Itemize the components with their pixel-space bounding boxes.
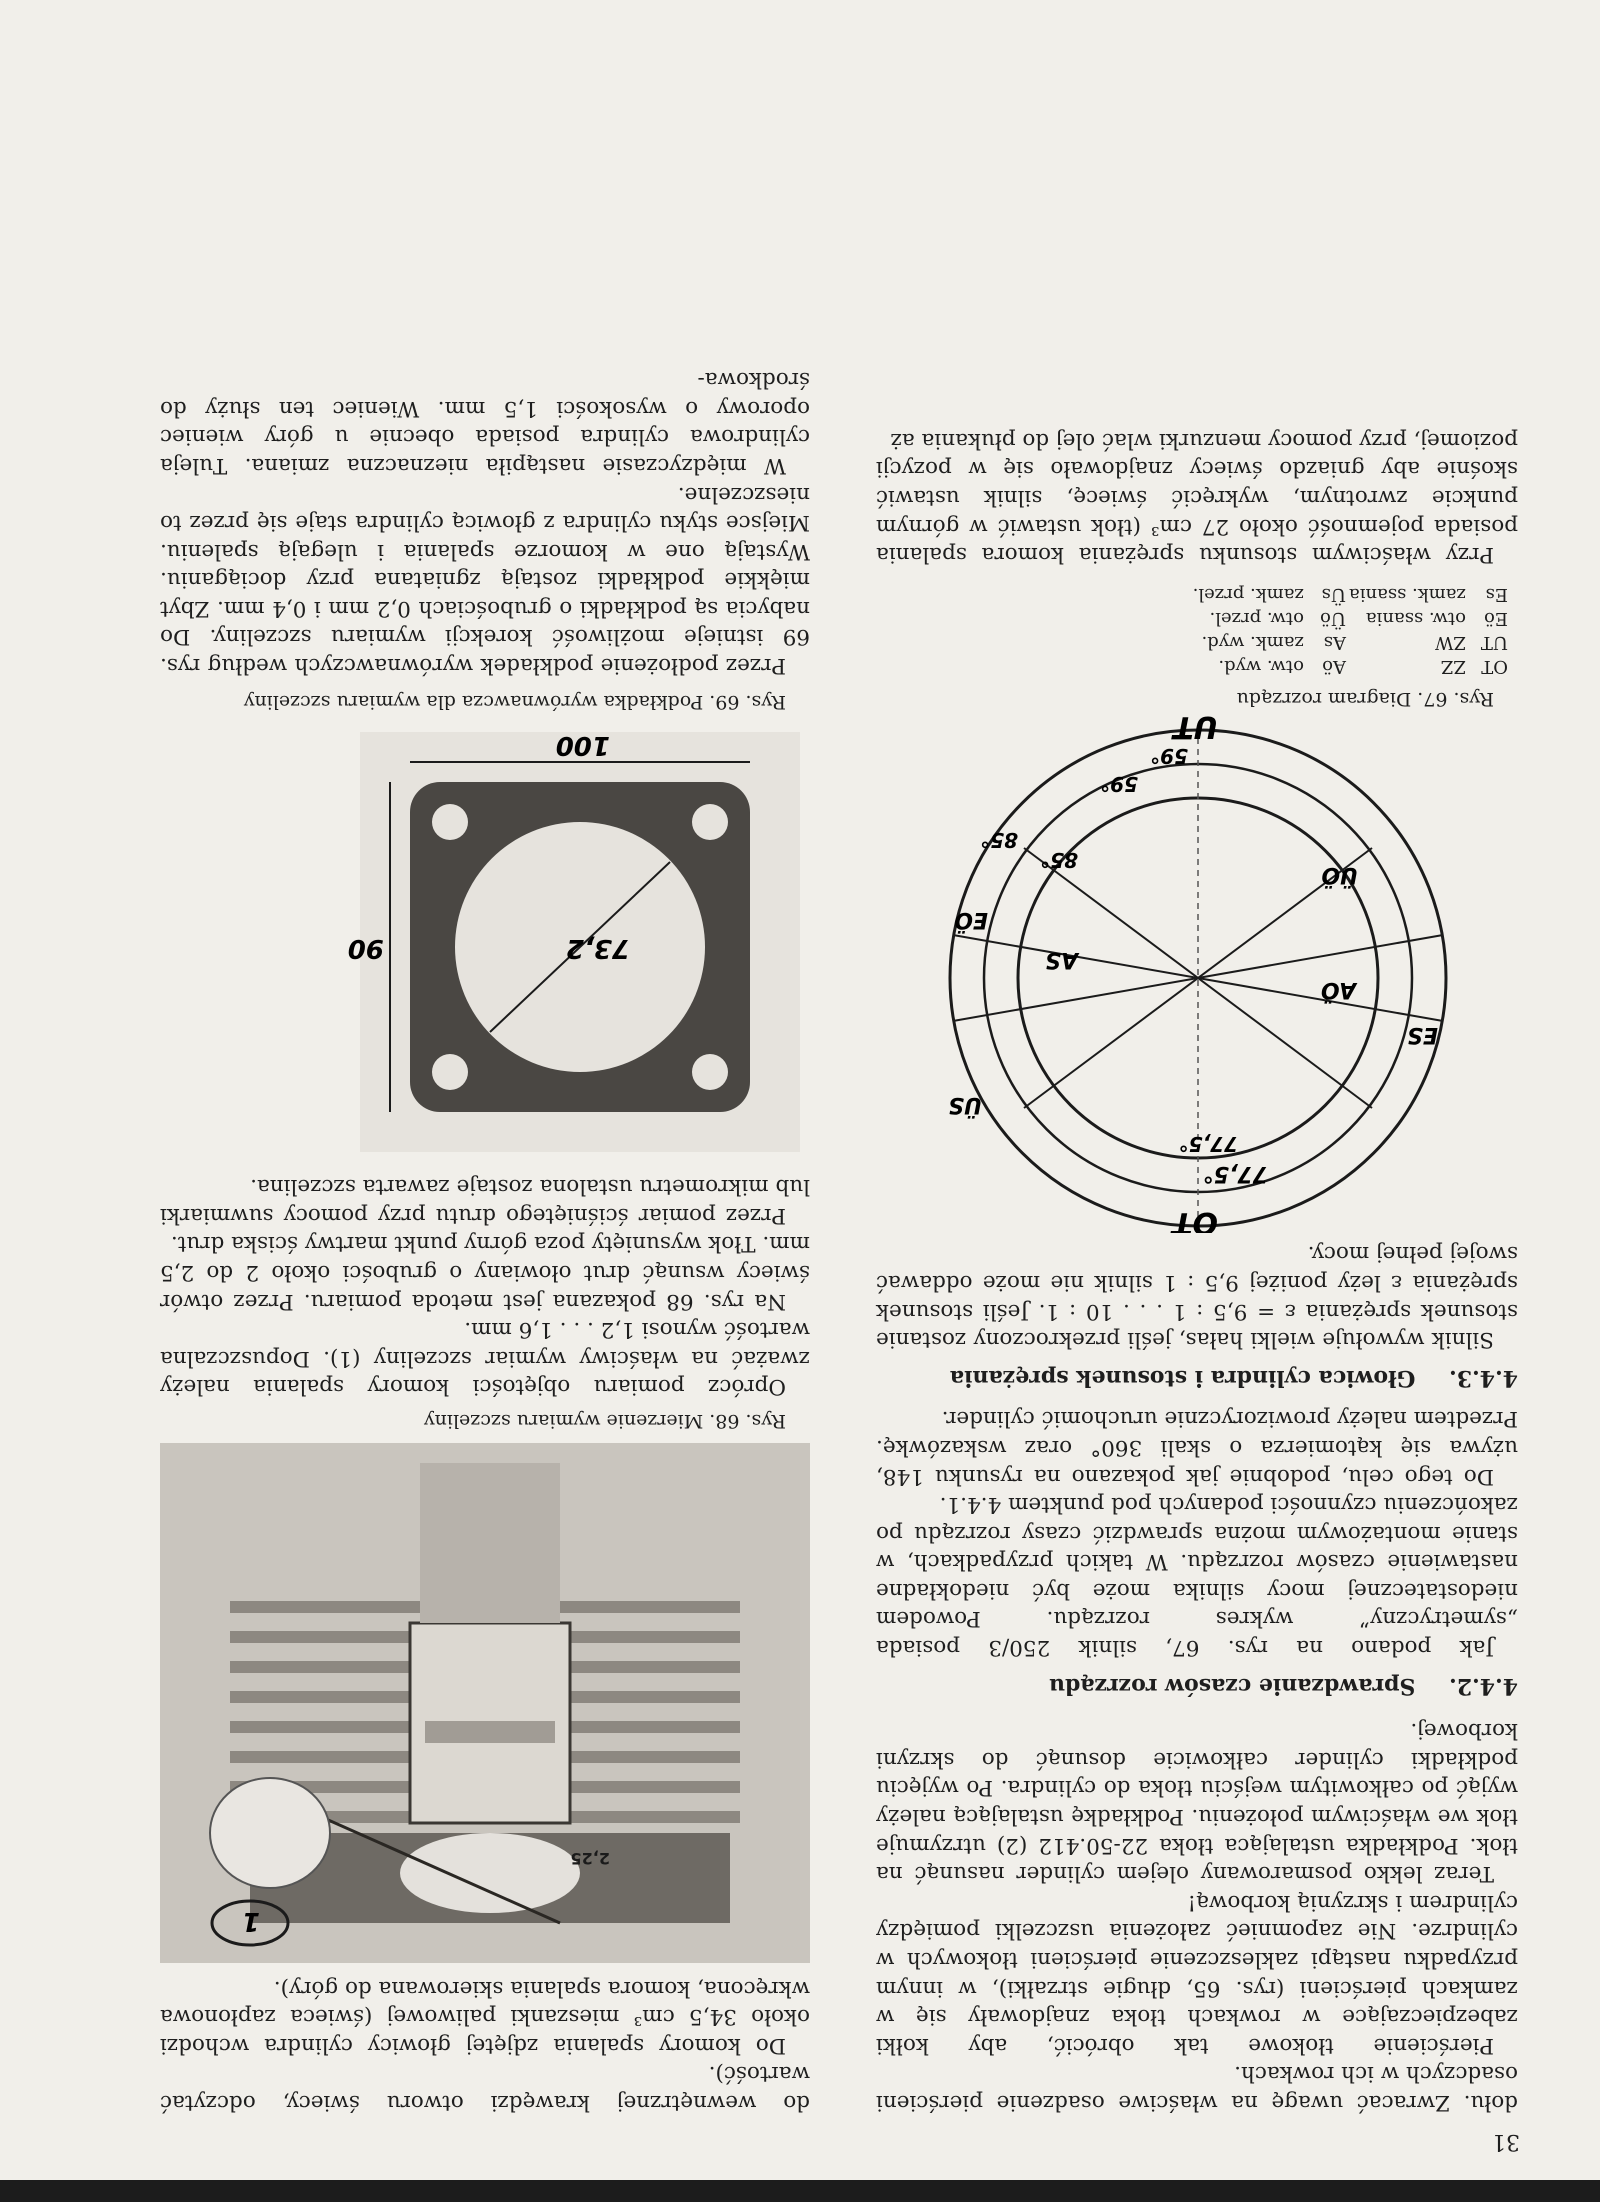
label-eo: EÖ — [954, 906, 988, 932]
left-p5: Do tego celu, podobnie jak pokazano na rysunku 148, używa się kątomierza o skali 360° oraz wskazówkę. Przedtem należy prowizorycznie uruchomić cylinder. — [876, 1406, 1518, 1489]
heading-442 — [876, 1671, 1518, 1700]
angle-77-5-inner: 77,5° — [1178, 1131, 1238, 1156]
left-p3: Teraz lekko posmarowany olejem cylinder nasunąć na tłok. Podkładka ustalająca tłoka 22-50.412 (2) utrzymuje tłok we właściwym położeniu. Podkładkę ustalającą należy wyjąć po całkowitym wejściu tłoka do cylindra. Po wyjęciu podkładki cylinder całkowicie dosunąć do skrzyni korbowej. — [876, 1718, 1518, 1887]
heading-443-title: Głowica cylindra i stosunek sprężania — [949, 1364, 1416, 1391]
left-p6: Przy właściwym stosunku sprężania komora spalania posiada pojemność około 27 cm³ (tłok ustawić w górnym punkcie zwrotnym, wykręcić świecę, silnik ustawić skośnie aby gniazdo świecy znajdowało się w pozycji poziomej, przy pomocy menzurki wlać olej do płukania aż — [876, 427, 1518, 568]
callout-1-label: 1 — [241, 1906, 260, 1937]
legend-text: zamk. ssania — [1349, 584, 1466, 606]
right-column — [160, 365, 810, 2116]
figure-69-drawing — [160, 722, 810, 1162]
legend-abbr: Eö — [1484, 608, 1508, 630]
right-p5: Przez pomiar ściśniętego drutu przy pomocy suwmiarki lub mikrometru ustalona zostaje zawarta szczelina. — [160, 1174, 810, 1228]
label-as: AS — [1045, 946, 1078, 972]
angle-77-5-outer: 77,5° — [1202, 1160, 1268, 1186]
legend-abbr: Üs — [1321, 584, 1346, 606]
legend-text: otw. przel. — [1209, 608, 1304, 630]
diagram-legend — [876, 582, 1508, 678]
right-p7: W międzyczasie nastąpiła nieznaczna zmiana. Tuleja cylindrowa cylindra posiada obecnie u góry wieniec oporowy o wysokości 1,5 mm. Wieniec ten służy do środkowa- — [160, 367, 810, 478]
gasket-width-label: 100 — [555, 729, 610, 760]
hand — [210, 1778, 330, 1888]
legend-text: zamk. wyd. — [1201, 632, 1304, 654]
label-es: ES — [1407, 1021, 1438, 1047]
bolt-hole-top-left — [692, 1054, 728, 1090]
label-ut: UT — [1173, 712, 1218, 744]
figure-68-photo — [160, 1443, 810, 1963]
figure-68-caption: Rys. 68. Mierzenie wymiaru szczeliny — [423, 1410, 786, 1433]
legend-text: ZZ — [1440, 656, 1466, 678]
label-us: ÜS — [948, 1091, 982, 1117]
diagram-caption: Rys. 67. Diagram rozrządu — [1236, 687, 1494, 710]
right-p4: Na rys. 68 pokazana jest metoda pomiaru. Przez otwór świecy wsunąć drut ołowiany o grubości około 2 do 2,5 mm. Tłok wysunięty poza górny punkt martwy ściska drut. — [160, 1231, 810, 1314]
angle-59-outer: 59° — [1150, 743, 1188, 768]
heading-443 — [876, 1363, 1518, 1392]
legend-abbr: UT — [1480, 632, 1508, 654]
heading-442-number: 4.4.2. — [1449, 1672, 1518, 1699]
combustion-chamber — [400, 1833, 580, 1913]
page-number: 31 — [1492, 2129, 1520, 2154]
wire-dimension-label: 2,25 — [570, 1849, 610, 1869]
bolt-hole-bottom-left — [692, 804, 728, 840]
gasket-bore-label: 73,2 — [565, 932, 630, 963]
label-ao: AÖ — [1320, 976, 1356, 1002]
right-p3: Oprócz pomiaru objętości komory spalania należy zważać na właściwy wymiar szczeliny (1). Dopuszczalna wartość wynosi 1,2 . . . 1,6 mm. — [160, 1317, 810, 1400]
cylinder-cross-section — [160, 1443, 810, 1963]
gasket-drawing — [160, 722, 810, 1162]
left-p4: Jak podano na rys. 67, silnik 250/3 posiada „symetryczny” wykres rozrządu. Powodem niedostatecznej mocy silnika może być niedokładne nastawienie czasów rozrządu. W takich przypadkach, w stanie montażowym można sprawdzić czasy rozrządu po zakończeniu czynności podanych pod punktem 4.4.1. — [876, 1492, 1518, 1661]
right-p6: Przez podłożenie podkładek wyrównawczych według rys. 69 istnieje możliwość korekcji wymiaru szczeliny. Do nabycia są podkładki o grubościach 0,2 mm i 0,4 mm. Zbyt miękkie podkładki zostają zgniatana przy dociąganiu. Wystają one w komorze spalania i ulegają spaleniu. Miejsce styku cylindra z głowicą cylindra staje się przez to nieszczelne. — [160, 481, 810, 679]
timing-diagram — [876, 713, 1518, 1233]
label-uo: ÜÖ — [1321, 861, 1358, 887]
legend-abbr: Es — [1485, 584, 1508, 606]
legend-text: otw. ssania — [1365, 608, 1466, 630]
right-p2: Do komory spalania zdjętej głowicy cylindra wchodzi około 34,5 cm³ mieszanki paliwowej (świeca zapłonowa wkręcona, komora spalania skierowana do góry). — [160, 1975, 810, 2058]
legend-text: ZW — [1434, 632, 1466, 654]
legend-abbr: As — [1323, 632, 1346, 654]
piston-pin — [425, 1721, 555, 1743]
legend-abbr: Aö — [1322, 656, 1346, 678]
timing-diagram-figure — [876, 713, 1518, 1233]
heading-443-number: 4.4.3. — [1449, 1364, 1518, 1391]
left-p2: Pierścienie tłokowe tak obrócić, aby kołki zabezpieczające w rowkach tłoka znajdowały się w zamkach pierścieni (rys. 65, długie strzałki), w innym przypadku nastąpi zakleszczenie pierścieni tłokowych w cylindrze. Nie zapomnieć założenia uszczelki pomiędzy cylindrem i skrzynią korbową! — [876, 1889, 1518, 2058]
figure-69-caption: Rys. 69. Podkładka wyrównawcza dla wymiaru szczeliny — [243, 690, 786, 713]
angle-59-inner: 59° — [1100, 771, 1138, 796]
left-p1: dołu. Zwracać uwagę na właściwe osadzenie pierścieni osadczych w ich rowkach. — [876, 2061, 1518, 2115]
label-ot: OT — [1172, 1204, 1218, 1233]
piston-skirt — [420, 1463, 560, 1623]
binding-edge — [0, 2180, 1600, 2202]
legend-text: otw. wyd. — [1218, 656, 1304, 678]
bolt-hole-top-right — [432, 1054, 468, 1090]
bolt-hole-bottom-right — [432, 804, 468, 840]
heading-442-title: Sprawdzanie czasów rozrządu — [1048, 1672, 1416, 1699]
legend-abbr: OT — [1481, 656, 1508, 678]
gasket-height-label: 90 — [347, 932, 384, 963]
angle-85-outer: 85° — [980, 827, 1018, 852]
left-column — [876, 425, 1518, 2116]
legend-abbr: Üö — [1319, 608, 1346, 630]
left-p-443: Silnik wywołuje wielki hałas, jeśli przekroczony zostanie stosunek sprężania ε = 9,5 : 1 . . . 10 : 1. Jeśli stosunek sprężania ε leży poniżej 9,5 : 1 silnik nie może oddawać swojej pełnej mocy. — [876, 1241, 1518, 1353]
legend-text: zamk. przel. — [1192, 584, 1304, 606]
right-p1: do wewnętrznej krawędzi otworu świecy, odczytać wartość). — [160, 2061, 810, 2115]
angle-85-inner: 85° — [1040, 847, 1078, 872]
